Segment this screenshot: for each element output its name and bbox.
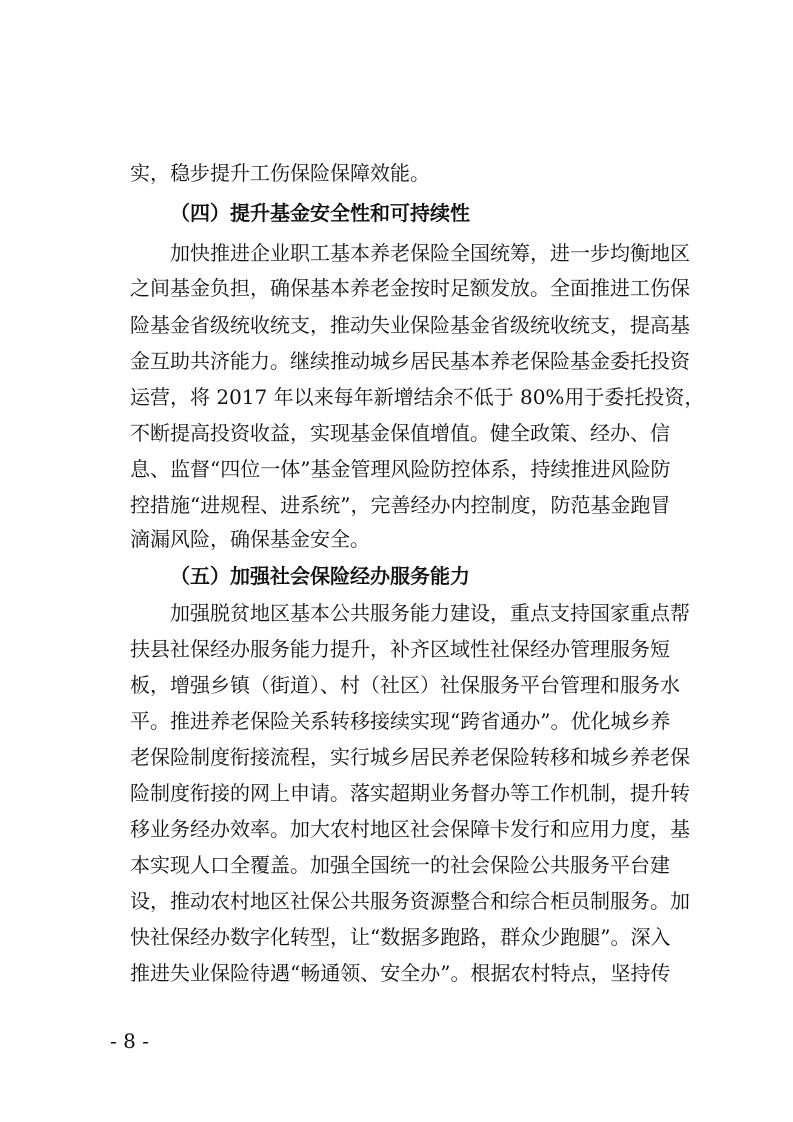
text-line: 险制度衔接的网上申请。落实超期业务督办等工作机制，提升转 (130, 781, 690, 805)
text-line: 加快推进企业职工基本养老保险全国统筹，进一步均衡地区 (170, 241, 690, 265)
text-line: 控措施“进规程、进系统”，完善经办内控制度，防范基金跑冒 (130, 493, 671, 517)
text-line: 扶县社保经办服务能力提升，补齐区域性社保经办管理服务短 (130, 637, 670, 661)
text-line: 金互助共济能力。继续推动城乡居民基本养老保险基金委托投资 (130, 349, 690, 373)
text-line: 之间基金负担，确保基本养老金按时足额发放。全面推进工伤保 (130, 276, 690, 300)
text-line: 老保险制度衔接流程，实行城乡居民养老保险转移和城乡养老保 (130, 745, 690, 769)
text-line: 不断提高投资收益，实现基金保值增值。健全政策、经办、信 (130, 421, 670, 445)
text-line: 快社保经办数字化转型，让“数据多跑路，群众少跑腿”。深入 (130, 925, 671, 949)
text-line: 实，稳步提升工伤保险保障效能。 (130, 161, 430, 185)
page-number: - 8 - (110, 1029, 149, 1053)
text-line: 息、监督“四位一体”基金管理风险防控体系，持续推进风险防 (130, 457, 671, 481)
text-line: 推进失业保险待遇“畅通领、安全办”。根据农村特点，坚持传 (130, 961, 671, 985)
text-line: 移业务经办效率。加大农村地区社会保障卡发行和应用力度，基 (130, 817, 690, 841)
section-heading-4: （四）提升基金安全性和可持续性 (170, 201, 470, 225)
text-line: 本实现人口全覆盖。加强全国统一的社会保险公共服务平台建 (130, 853, 670, 877)
text-line: 险基金省级统收统支，推动失业保险基金省级统收统支，提高基 (130, 313, 690, 337)
text-line: 板，增强乡镇（街道）、村（社区）社保服务平台管理和服务水 (130, 673, 680, 697)
text-line: 平。推进养老保险关系转移接续实现“跨省通办”。优化城乡养 (130, 709, 671, 733)
text-line: 滴漏风险，确保基金安全。 (130, 527, 370, 551)
text-line: 加强脱贫地区基本公共服务能力建设，重点支持国家重点帮 (170, 601, 690, 625)
text-line: 设，推动农村地区社保公共服务资源整合和综合柜员制服务。加 (130, 889, 690, 913)
section-heading-5: （五）加强社会保险经办服务能力 (170, 564, 470, 588)
text-line: 运营，将 2017 年以来每年新增结余不低于 80%用于委托投资， (130, 385, 705, 409)
